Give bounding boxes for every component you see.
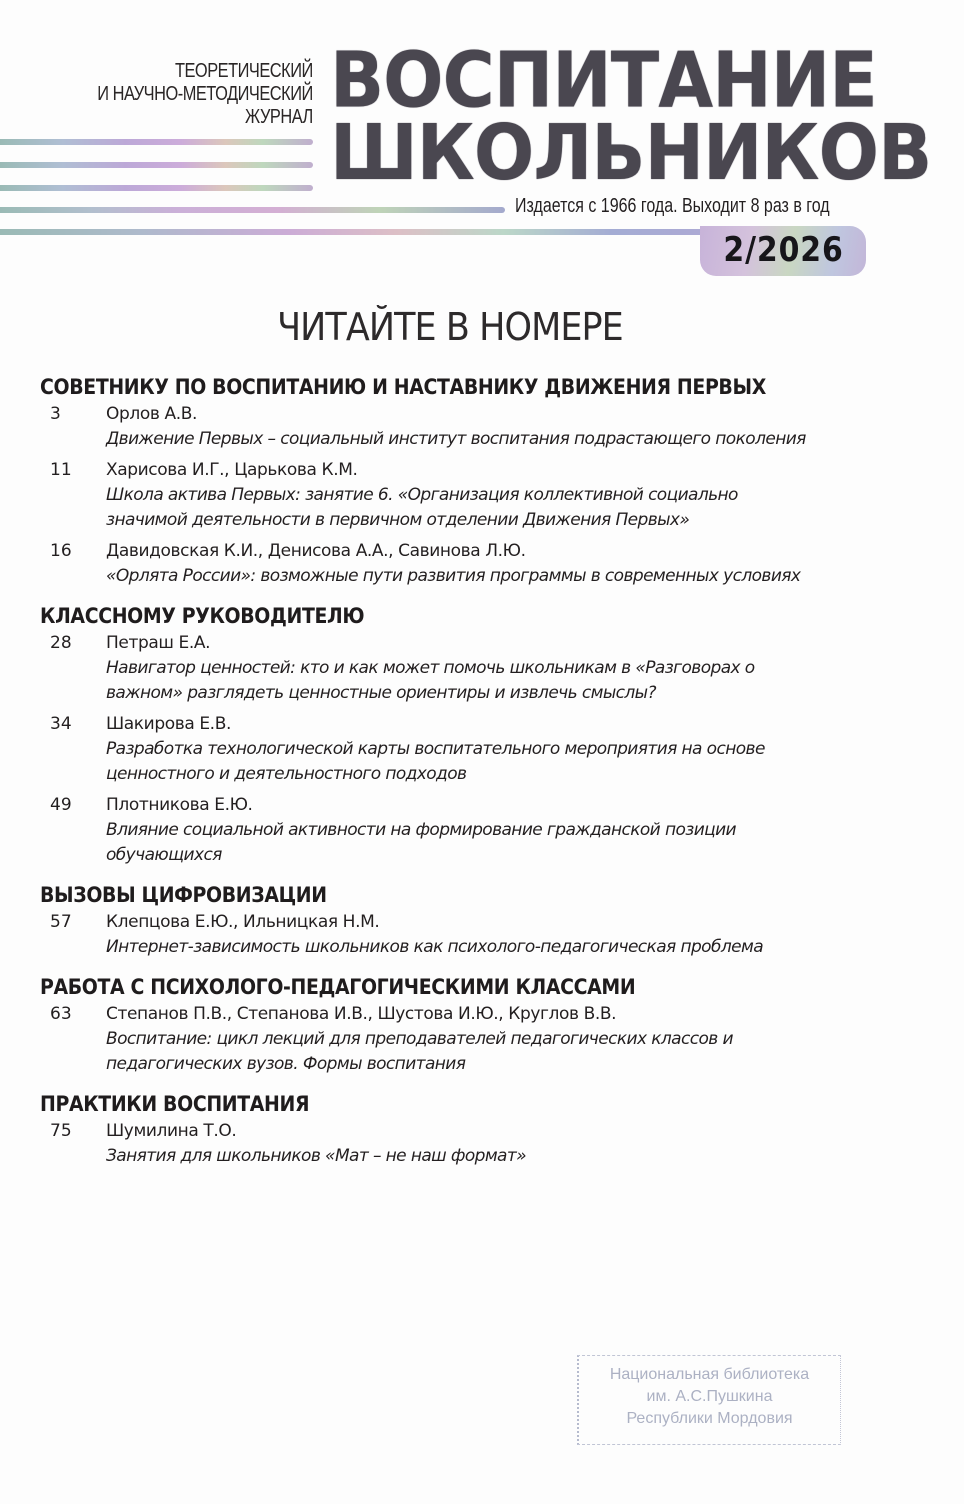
library-stamp <box>577 1355 841 1445</box>
page-number: 34 <box>50 714 72 734</box>
article-title <box>106 564 886 589</box>
article-title <box>106 935 886 960</box>
toc-entry[interactable] <box>40 458 920 533</box>
decorative-stripe <box>0 207 505 213</box>
article-authors: Харисова И.Г., Царькова К.М. <box>106 460 358 480</box>
toc-section <box>40 1089 920 1169</box>
stamp-line: Национальная библиотека <box>609 1366 810 1383</box>
section-heading: ПРАКТИКИ ВОСПИТАНИЯ <box>40 1092 310 1116</box>
article-authors: Шумилина Т.О. <box>106 1121 237 1141</box>
journal-type-label <box>97 60 313 129</box>
article-title <box>106 737 886 787</box>
article-authors: Петраш Е.А. <box>106 633 211 653</box>
section-heading: ВЫЗОВЫ ЦИФРОВИЗАЦИИ <box>40 883 327 907</box>
article-title <box>106 656 886 706</box>
page-number: 28 <box>50 633 72 653</box>
article-title-line: ценностного и деятельностного подходов <box>106 764 467 784</box>
toc-entry[interactable] <box>40 712 920 787</box>
page-number: 75 <box>50 1121 72 1141</box>
toc-section <box>40 972 920 1077</box>
toc-entry[interactable] <box>40 631 920 706</box>
article-authors: Степанов П.В., Степанова И.В., Шустова И.Ю., Круглов В.В. <box>106 1004 617 1024</box>
article-authors: Клепцова Е.Ю., Ильницкая Н.М. <box>106 912 380 932</box>
article-title-line: Разработка технологической карты воспитательного мероприятия на основе <box>106 739 765 759</box>
journal-title-line2: ШКОЛЬНИКОВ <box>330 108 932 198</box>
article-title <box>106 1144 886 1169</box>
journal-type-line: И НАУЧНО-МЕТОДИЧЕСКИЙ <box>97 83 313 105</box>
toc-entry[interactable] <box>40 402 920 452</box>
journal-type-line: ТЕОРЕТИЧЕСКИЙ <box>175 60 313 82</box>
toc-entry[interactable] <box>40 910 920 960</box>
page-number: 16 <box>50 541 72 561</box>
journal-title <box>330 35 932 198</box>
decorative-stripe <box>0 185 313 191</box>
article-title <box>106 427 886 452</box>
toc-entry[interactable] <box>40 1119 920 1169</box>
article-authors: Плотникова Е.Ю. <box>106 795 253 815</box>
section-heading: КЛАССНОМУ РУКОВОДИТЕЛЮ <box>40 604 365 628</box>
article-title <box>106 483 886 533</box>
toc-section <box>40 372 920 589</box>
decorative-stripe <box>0 162 313 168</box>
journal-type-line: ЖУРНАЛ <box>245 106 313 128</box>
article-authors: Орлов А.В. <box>106 404 197 424</box>
page-number: 63 <box>50 1004 72 1024</box>
article-title-line: значимой деятельности в первичном отделении Движения Первых» <box>106 510 690 530</box>
article-authors: Шакирова Е.В. <box>106 714 231 734</box>
page-number: 49 <box>50 795 72 815</box>
decorative-stripe <box>0 139 313 145</box>
toc-section <box>40 601 920 868</box>
article-title-line: Школа актива Первых: занятие 6. «Организация коллективной социально <box>106 485 738 505</box>
article-authors: Давидовская К.И., Денисова А.А., Савинова Л.Ю. <box>106 541 526 561</box>
page-number: 11 <box>50 460 72 480</box>
table-of-contents <box>40 372 920 1181</box>
toc-entry[interactable] <box>40 539 920 589</box>
stamp-line: им. А.С.Пушкина <box>646 1388 773 1405</box>
article-title <box>106 1027 886 1077</box>
decorative-stripe <box>0 229 720 235</box>
journal-title-line1: ВОСПИТАНИЕ <box>330 35 877 126</box>
toc-entry[interactable] <box>40 793 920 868</box>
article-title-line: Воспитание: цикл лекций для преподавателей педагогических классов и <box>106 1029 733 1049</box>
article-title-line: обучающихся <box>106 845 222 865</box>
article-title-line: Влияние социальной активности на формирование гражданской позиции <box>106 820 737 840</box>
section-heading: РАБОТА С ПСИХОЛОГО-ПЕДАГОГИЧЕСКИМИ КЛАССАМИ <box>40 975 636 999</box>
article-title-line: важном» разглядеть ценностные ориентиры и извлечь смыслы? <box>106 683 656 703</box>
article-title-line: педагогических вузов. Формы воспитания <box>106 1054 466 1074</box>
article-title-line: Занятия для школьников «Мат – не наш формат» <box>106 1146 527 1166</box>
issue-number: 2/2026 <box>723 230 844 270</box>
toc-entry[interactable] <box>40 1002 920 1077</box>
page-number: 57 <box>50 912 72 932</box>
publication-tagline: Издается с 1966 года. Выходит 8 раз в год <box>515 195 830 217</box>
contents-heading: ЧИТАЙТЕ В НОМЕРЕ <box>277 305 623 349</box>
article-title-line: Навигатор ценностей: кто и как может помочь школьникам в «Разговорах о <box>106 658 755 678</box>
issue-badge <box>700 226 866 276</box>
stamp-line: Республики Мордовия <box>626 1410 793 1427</box>
article-title-line: Интернет-зависимость школьников как психолого-педагогическая проблема <box>106 937 764 957</box>
section-heading: СОВЕТНИКУ ПО ВОСПИТАНИЮ И НАСТАВНИКУ ДВИЖЕНИЯ ПЕРВЫХ <box>40 375 766 399</box>
article-title-line: Движение Первых – социальный институт воспитания подрастающего поколения <box>106 429 806 449</box>
article-title <box>106 818 886 868</box>
toc-section <box>40 880 920 960</box>
page-number: 3 <box>50 404 61 424</box>
article-title-line: «Орлята России»: возможные пути развития программы в современных условиях <box>106 566 801 586</box>
